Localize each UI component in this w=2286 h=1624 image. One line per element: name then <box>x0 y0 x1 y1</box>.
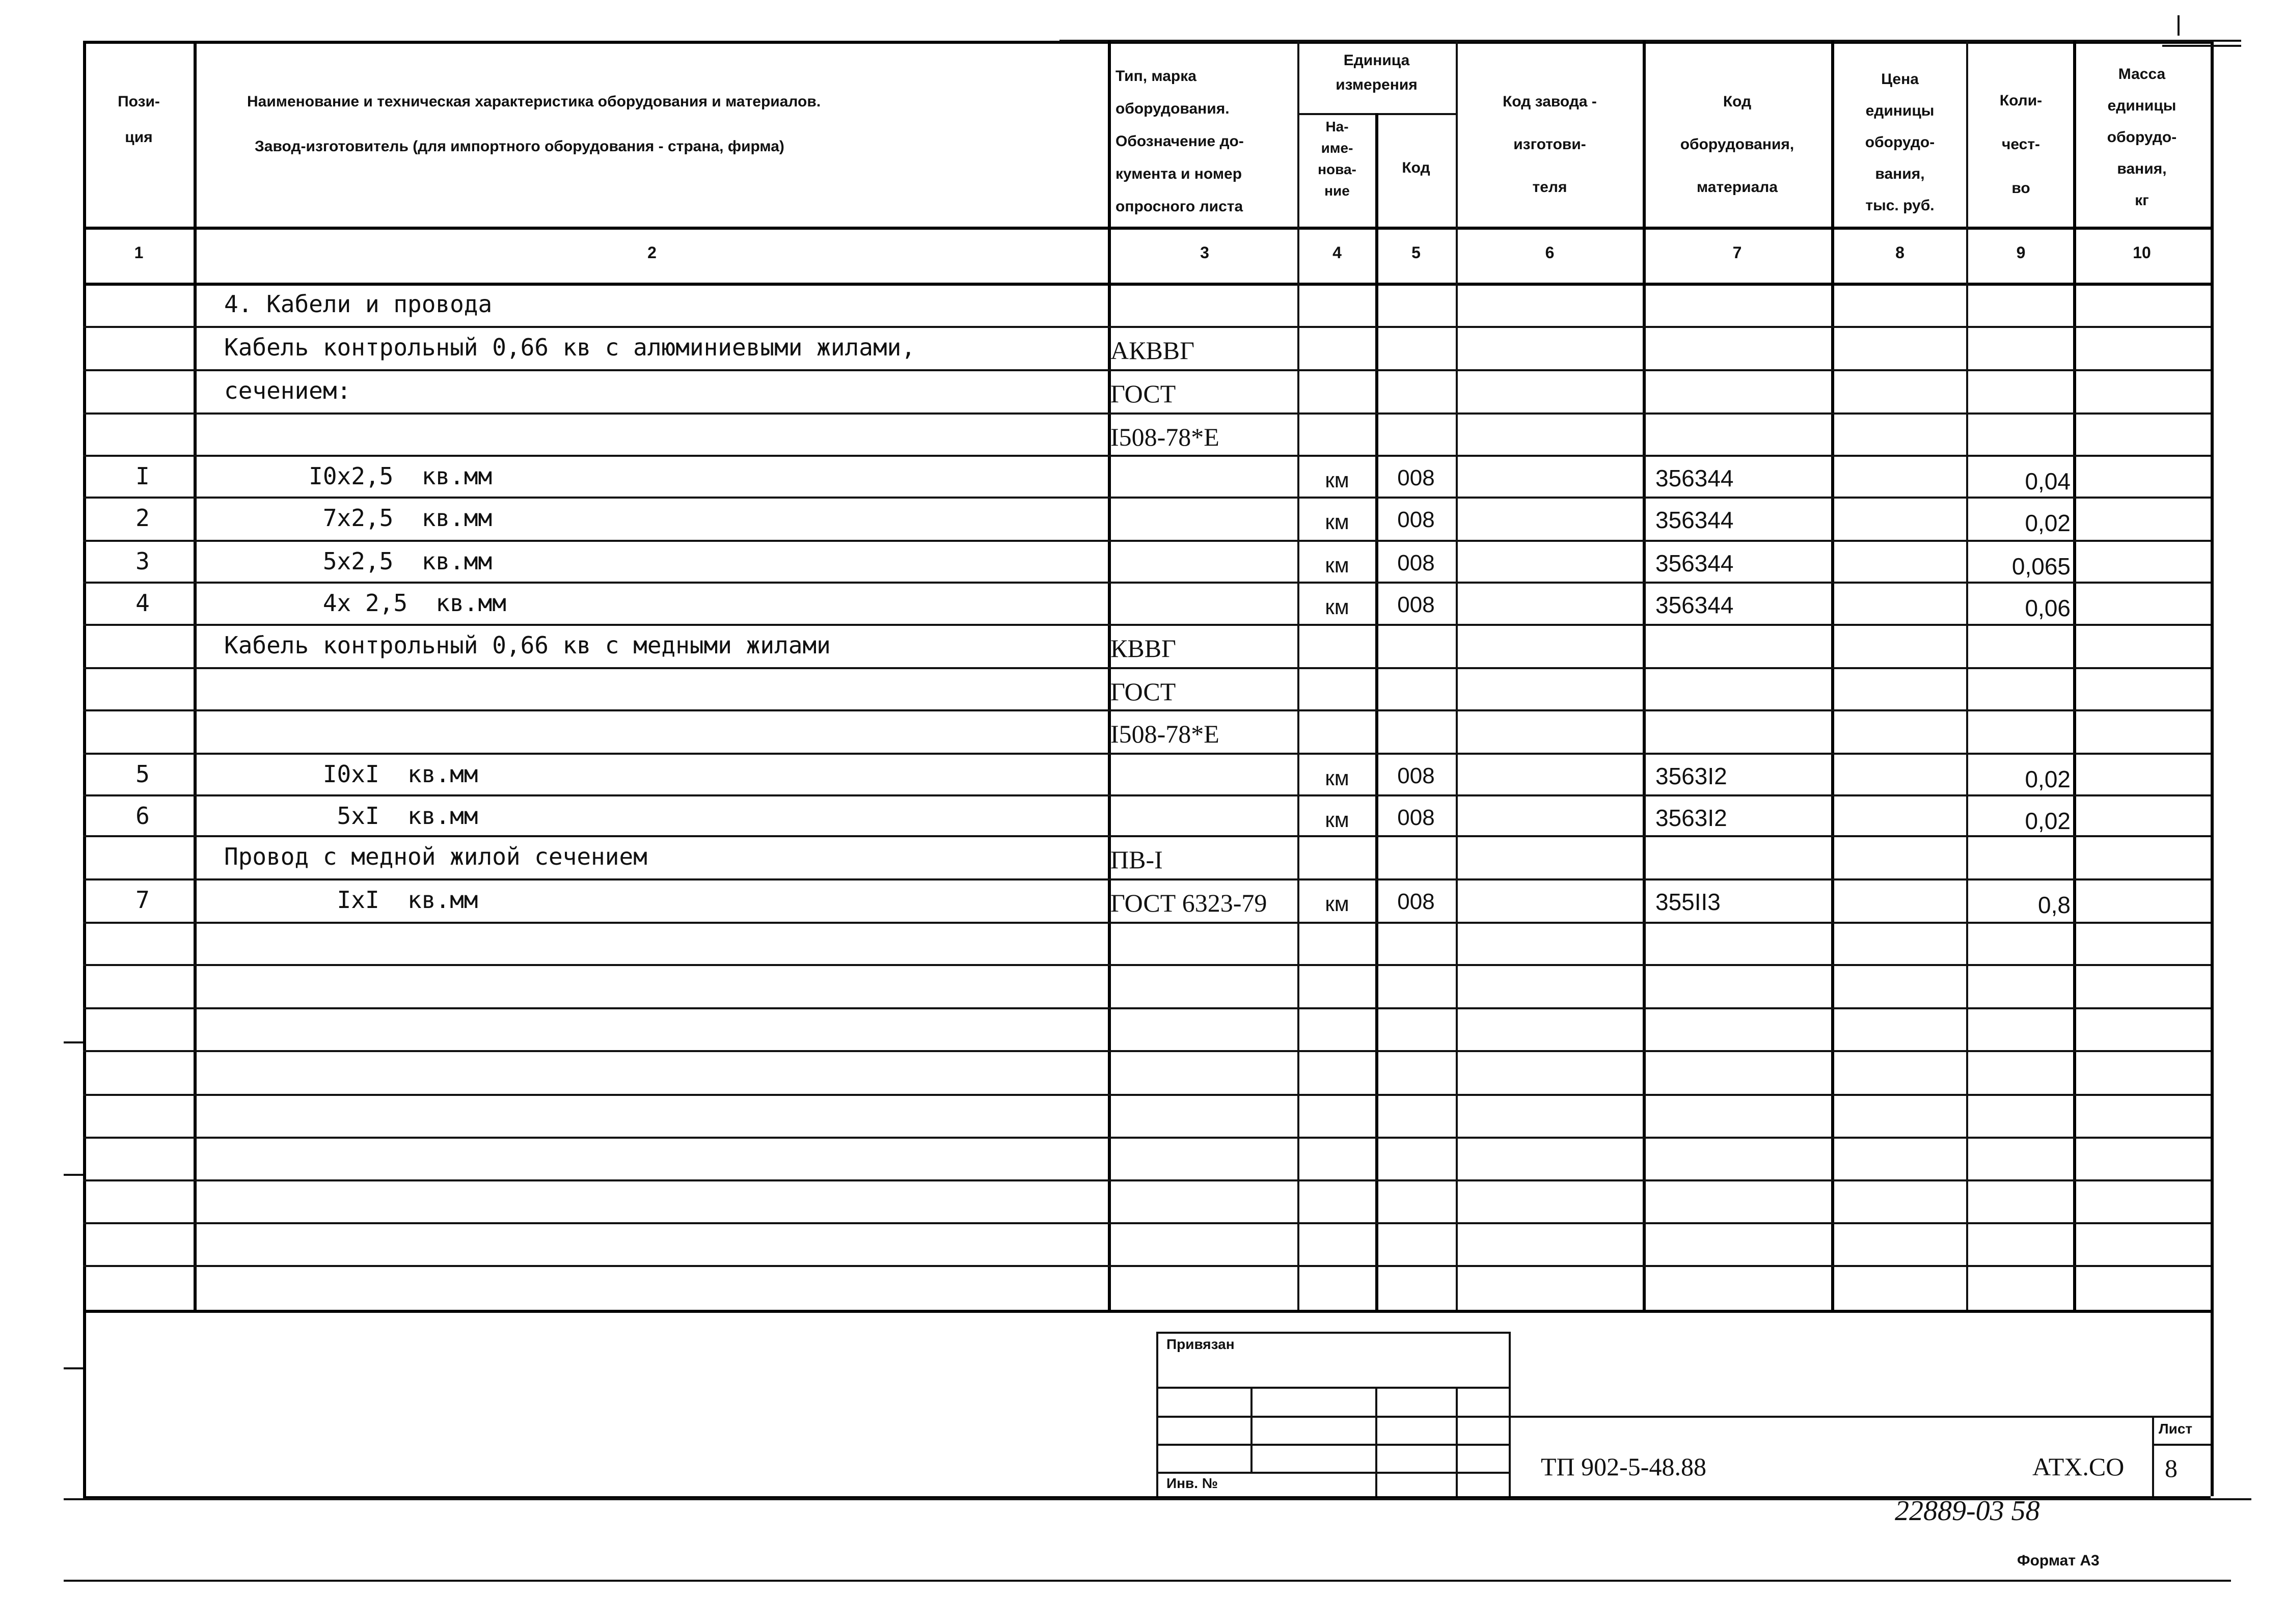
sheet-label-line <box>2152 1444 2211 1446</box>
colnum-7: 7 <box>1732 243 1742 262</box>
format-label: Формат А3 <box>2017 1552 2100 1569</box>
header-col8: Цена единицы оборудо- вания, тыс. руб. <box>1865 71 1935 214</box>
colnum-2: 2 <box>647 243 657 262</box>
row-unit-code: 008 <box>1397 763 1435 788</box>
row-line <box>83 582 2211 584</box>
frame-right <box>2211 41 2214 1496</box>
row-line <box>83 624 2211 626</box>
handwritten-number: 22889-03 58 <box>1895 1495 2040 1527</box>
row-unit: км <box>1325 553 1349 577</box>
row-quantity: 0,02 <box>2025 766 2071 792</box>
row-quantity: 0,065 <box>2011 553 2071 580</box>
row-name: 7x2,5 кв.мм <box>224 504 493 532</box>
colnum-6: 6 <box>1545 243 1555 262</box>
row-type: ГОСТ 6323-79 <box>1110 889 1267 917</box>
row-type: АКВВГ <box>1110 336 1195 365</box>
row-line <box>83 922 2211 924</box>
row-unit: км <box>1325 808 1349 832</box>
row-line <box>83 1050 2211 1052</box>
corner-mark <box>2178 15 2180 36</box>
row-unit: км <box>1325 766 1349 790</box>
row-type: I508-78*Е <box>1110 720 1219 748</box>
row-unit-code: 008 <box>1397 465 1435 490</box>
column-line <box>1297 41 1299 1310</box>
row-position: 5 <box>135 760 150 788</box>
row-position: 6 <box>135 802 150 830</box>
binding-tick <box>64 1174 83 1176</box>
header-col10: Масса единицы оборудо- вания, кг <box>2107 66 2177 209</box>
header-col2-line1: Наименование и техническая характеристика оборудования и материалов. <box>247 93 821 110</box>
row-name: I0xI кв.мм <box>224 760 478 788</box>
title-row-line <box>1509 1416 2211 1418</box>
row-name: I0x2,5 кв.мм <box>224 462 493 490</box>
row-line <box>83 964 2211 966</box>
row-type: ГОСТ <box>1110 677 1176 706</box>
row-unit: км <box>1325 510 1349 534</box>
row-line <box>83 540 2211 542</box>
row-name: сечением: <box>224 377 351 404</box>
row-name: Провод с медной жилой сечением <box>224 843 647 870</box>
row-material-code: 3563I2 <box>1655 763 1727 789</box>
row-unit-code: 008 <box>1397 805 1435 830</box>
row-unit-code: 008 <box>1397 592 1435 617</box>
header-col3: Тип, марка оборудования. Обозначение до- кумента и номер опросного листа <box>1115 68 1244 215</box>
row-line <box>83 1094 2211 1096</box>
sheet-col <box>2152 1416 2154 1496</box>
colnum-10: 10 <box>2133 243 2151 262</box>
row-type: I508-78*Е <box>1110 423 1219 451</box>
row-line <box>83 412 2211 415</box>
doc-code: ТП 902-5-48.88 <box>1541 1452 1706 1481</box>
row-line <box>83 369 2211 371</box>
column-line <box>194 41 197 1310</box>
colnum-5: 5 <box>1411 243 1421 262</box>
colnum-bottom <box>83 283 2211 286</box>
stamp-col <box>1250 1387 1253 1472</box>
column-line <box>1456 41 1458 1310</box>
header-col5: Код <box>1402 159 1430 176</box>
row-unit: км <box>1325 468 1349 492</box>
column-line <box>1108 41 1111 1310</box>
row-position: 7 <box>135 886 150 914</box>
row-material-code: 3563I2 <box>1655 805 1727 831</box>
row-line <box>83 753 2211 755</box>
row-line <box>83 1222 2211 1224</box>
row-name: 4. Кабели и провода <box>224 290 493 318</box>
doc-mark: АТХ.СО <box>2032 1452 2125 1481</box>
stamp-right <box>1509 1332 1511 1496</box>
row-unit-code: 008 <box>1397 550 1435 575</box>
colnum-4: 4 <box>1332 243 1342 262</box>
row-line <box>83 1179 2211 1181</box>
stamp-privyazan: Привязан <box>1166 1336 1235 1352</box>
row-line <box>83 1310 2211 1313</box>
row-line <box>83 667 2211 669</box>
row-material-code: 356344 <box>1655 550 1734 576</box>
frame-top-ext <box>1059 40 2241 42</box>
colnum-9: 9 <box>2016 243 2026 262</box>
row-type: КВВГ <box>1110 634 1176 663</box>
row-quantity: 0,06 <box>2025 595 2071 621</box>
row-unit: км <box>1325 595 1349 619</box>
row-line <box>83 794 2211 796</box>
header-bottom <box>83 227 2211 230</box>
row-type: ПВ-I <box>1110 845 1163 874</box>
row-quantity: 0,02 <box>2025 808 2071 834</box>
row-quantity: 0,04 <box>2025 468 2071 494</box>
column-line <box>1831 41 1834 1310</box>
header-col1: Пози- ция <box>118 93 160 146</box>
stamp-col <box>1456 1387 1458 1496</box>
row-material-code: 356344 <box>1655 465 1734 491</box>
row-material-code: 355II3 <box>1655 889 1721 915</box>
row-quantity: 0,8 <box>2038 892 2071 918</box>
header-col2-line2: Завод-изготовитель (для импортного оборудования - страна, фирма) <box>255 138 784 155</box>
row-line <box>83 1265 2211 1267</box>
sheet-label: Лист <box>2159 1421 2193 1437</box>
stamp-top <box>1156 1332 1509 1334</box>
row-name: 4x 2,5 кв.мм <box>224 589 506 617</box>
row-line <box>83 326 2211 328</box>
row-unit-code: 008 <box>1397 507 1435 532</box>
row-quantity: 0,02 <box>2025 510 2071 536</box>
row-line <box>83 878 2211 880</box>
column-line <box>1966 41 1968 1310</box>
row-line <box>83 835 2211 837</box>
row-position: I <box>135 462 150 490</box>
stamp-inv-no: Инв. № <box>1166 1475 1218 1491</box>
row-name: 5xI кв.мм <box>224 802 478 830</box>
header-col4: На- име- нова- ние <box>1318 119 1356 199</box>
binding-tick <box>64 1041 83 1043</box>
header-col7: Код оборудования, материала <box>1680 93 1794 196</box>
row-line <box>83 455 2211 457</box>
row-line <box>83 1007 2211 1009</box>
corner-mark-h <box>2162 45 2241 47</box>
binding-tick <box>64 1367 83 1369</box>
row-line <box>83 709 2211 711</box>
header-unit-group: Единица измерения <box>1336 52 1418 93</box>
row-name: Кабель контрольный 0,66 кв с алюминиевыми жилами, <box>224 334 916 361</box>
row-name: IxI кв.мм <box>224 886 478 914</box>
stamp-left <box>1156 1332 1158 1496</box>
row-line <box>83 1137 2211 1139</box>
row-material-code: 356344 <box>1655 507 1734 533</box>
row-name: 5x2,5 кв.мм <box>224 547 493 575</box>
row-type: ГОСТ <box>1110 379 1176 408</box>
column-line <box>2073 41 2076 1310</box>
row-name: Кабель контрольный 0,66 кв с медными жилами <box>224 631 831 659</box>
row-position: 4 <box>135 589 150 617</box>
colnum-3: 3 <box>1200 243 1209 262</box>
column-line <box>1643 41 1646 1310</box>
stamp-col <box>1375 1387 1377 1496</box>
row-line <box>83 497 2211 499</box>
header-col9: Коли- чест- во <box>1999 92 2043 197</box>
row-unit: км <box>1325 892 1349 916</box>
row-position: 2 <box>135 504 150 532</box>
sheet-number: 8 <box>2165 1454 2178 1482</box>
column-line <box>1375 113 1378 1310</box>
header-col6: Код завода - изготови- теля <box>1503 93 1597 196</box>
row-material-code: 356344 <box>1655 592 1734 618</box>
footer-line <box>64 1580 2231 1582</box>
row-position: 3 <box>135 547 150 575</box>
colnum-1: 1 <box>134 243 144 262</box>
row-unit-code: 008 <box>1397 889 1435 914</box>
colnum-8: 8 <box>1895 243 1904 262</box>
